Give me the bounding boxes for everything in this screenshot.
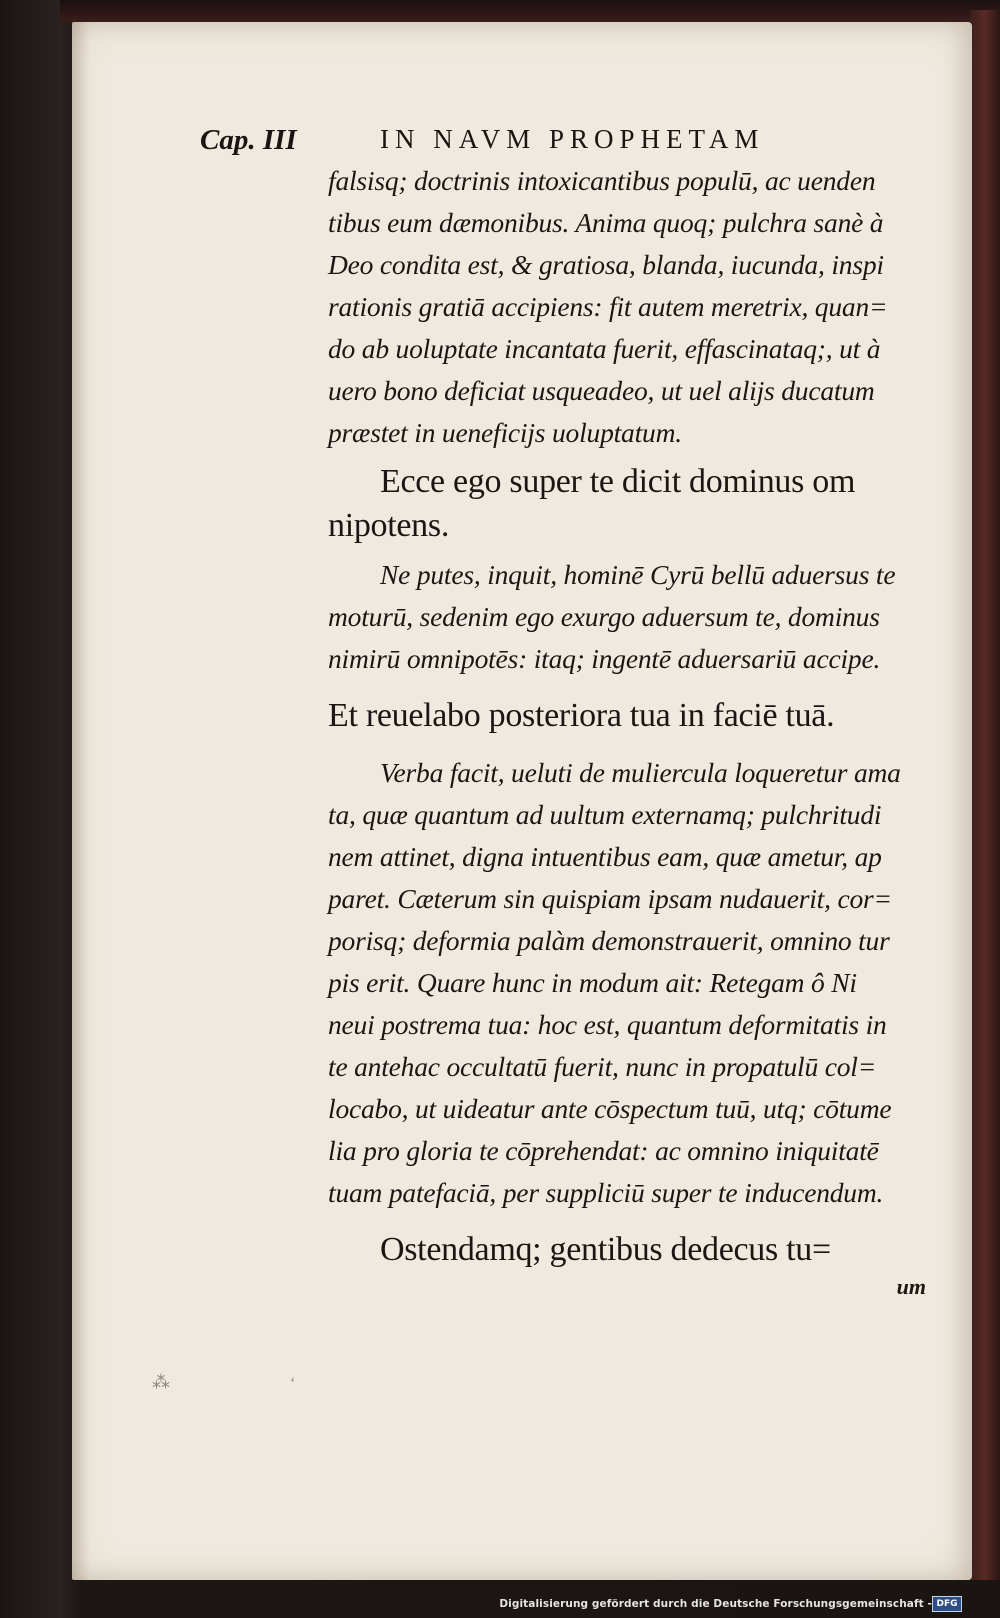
running-title: IN NAVM PROPHETAM (380, 124, 765, 154)
lemma-line: Et reuelabo posteriora tua in faciē tuā. (328, 697, 835, 734)
lemma-line: Ecce ego super te dicit dominus om (380, 463, 856, 500)
text-line: ta, quæ quantum ad uultum externamq; pulchritudi (328, 799, 882, 830)
text-line: pis erit. Quare hunc in modum ait: Retegam ô Ni (328, 967, 857, 998)
text-line: moturū, sedenim ego exurgo aduersum te, dominus (328, 601, 880, 632)
lemma-2 (328, 694, 930, 738)
text-line: tuam patefaciā, per suppliciū super te inducendum. (328, 1177, 884, 1208)
chapter-label: Cap. III (200, 124, 297, 156)
paragraph-2 (328, 554, 930, 680)
ink-bleed-mark: ʻ (290, 1375, 296, 1392)
text-line: nem attinet, digna intuentibus eam, quæ ametur, ap (328, 841, 882, 872)
text-line: tibus eum dæmonibus. Anima quoq; pulchra sanè à (328, 207, 884, 238)
page-top-edge (60, 0, 1000, 22)
text-line: neui postrema tua: hoc est, quantum deformitatis in (328, 1009, 887, 1040)
text-line: Ne putes, inquit, hominē Cyrū bellū aduersus te (380, 559, 896, 590)
lemma-line: nipotens. (328, 507, 450, 544)
text-line: locabo, ut uideatur ante cōspectum tuū, utq; cōtume (328, 1093, 892, 1124)
paragraph-3 (328, 752, 930, 1214)
text-block (328, 160, 930, 1302)
lemma-line: Ostendamq; gentibus dedecus tu= (380, 1231, 831, 1268)
ink-bleed-mark: ⁂ (152, 1372, 170, 1392)
text-line: te antehac occultatū fuerit, nunc in propatulū col= (328, 1051, 877, 1082)
text-line: nimirū omnipotēs: itaq; ingentē aduersariū accipe. (328, 643, 881, 674)
paragraph-1 (328, 160, 930, 454)
lemma-1 (328, 460, 930, 548)
catchword: um (896, 1274, 926, 1299)
digitization-credit: Digitalisierung gefördert durch die Deutsche Forschungsgemeinschaft - (499, 1598, 932, 1610)
text-line: uero bono deficiat usqueadeo, ut uel alijs ducatum (328, 375, 875, 406)
lemma-3 (328, 1228, 930, 1272)
text-line: Deo condita est, & gratiosa, blanda, iucunda, inspi (328, 249, 884, 280)
text-line: præstet in ueneficijs uoluptatum. (328, 417, 682, 448)
text-line: porisq; deformia palàm demonstrauerit, omnino tur (328, 925, 890, 956)
dfg-logo: DFG (932, 1596, 962, 1612)
text-line: falsisq; doctrinis intoxicantibus populū, ac uenden (328, 165, 876, 196)
page-right-edge (970, 10, 1000, 1580)
text-line: lia pro gloria te cōprehendat: ac omnino iniquitatē (328, 1135, 879, 1166)
text-line: paret. Cæterum sin quispiam ipsam nudauerit, cor= (328, 883, 892, 914)
text-line: Verba facit, ueluti de muliercula loqueretur ama (380, 757, 901, 788)
running-head (200, 124, 900, 164)
text-line: do ab uoluptate incantata fuerit, effascinataq;, ut à (328, 333, 881, 364)
page-gutter-shadow (72, 22, 90, 1580)
text-line: rationis gratiā accipiens: fit autem meretrix, quan= (328, 291, 888, 322)
